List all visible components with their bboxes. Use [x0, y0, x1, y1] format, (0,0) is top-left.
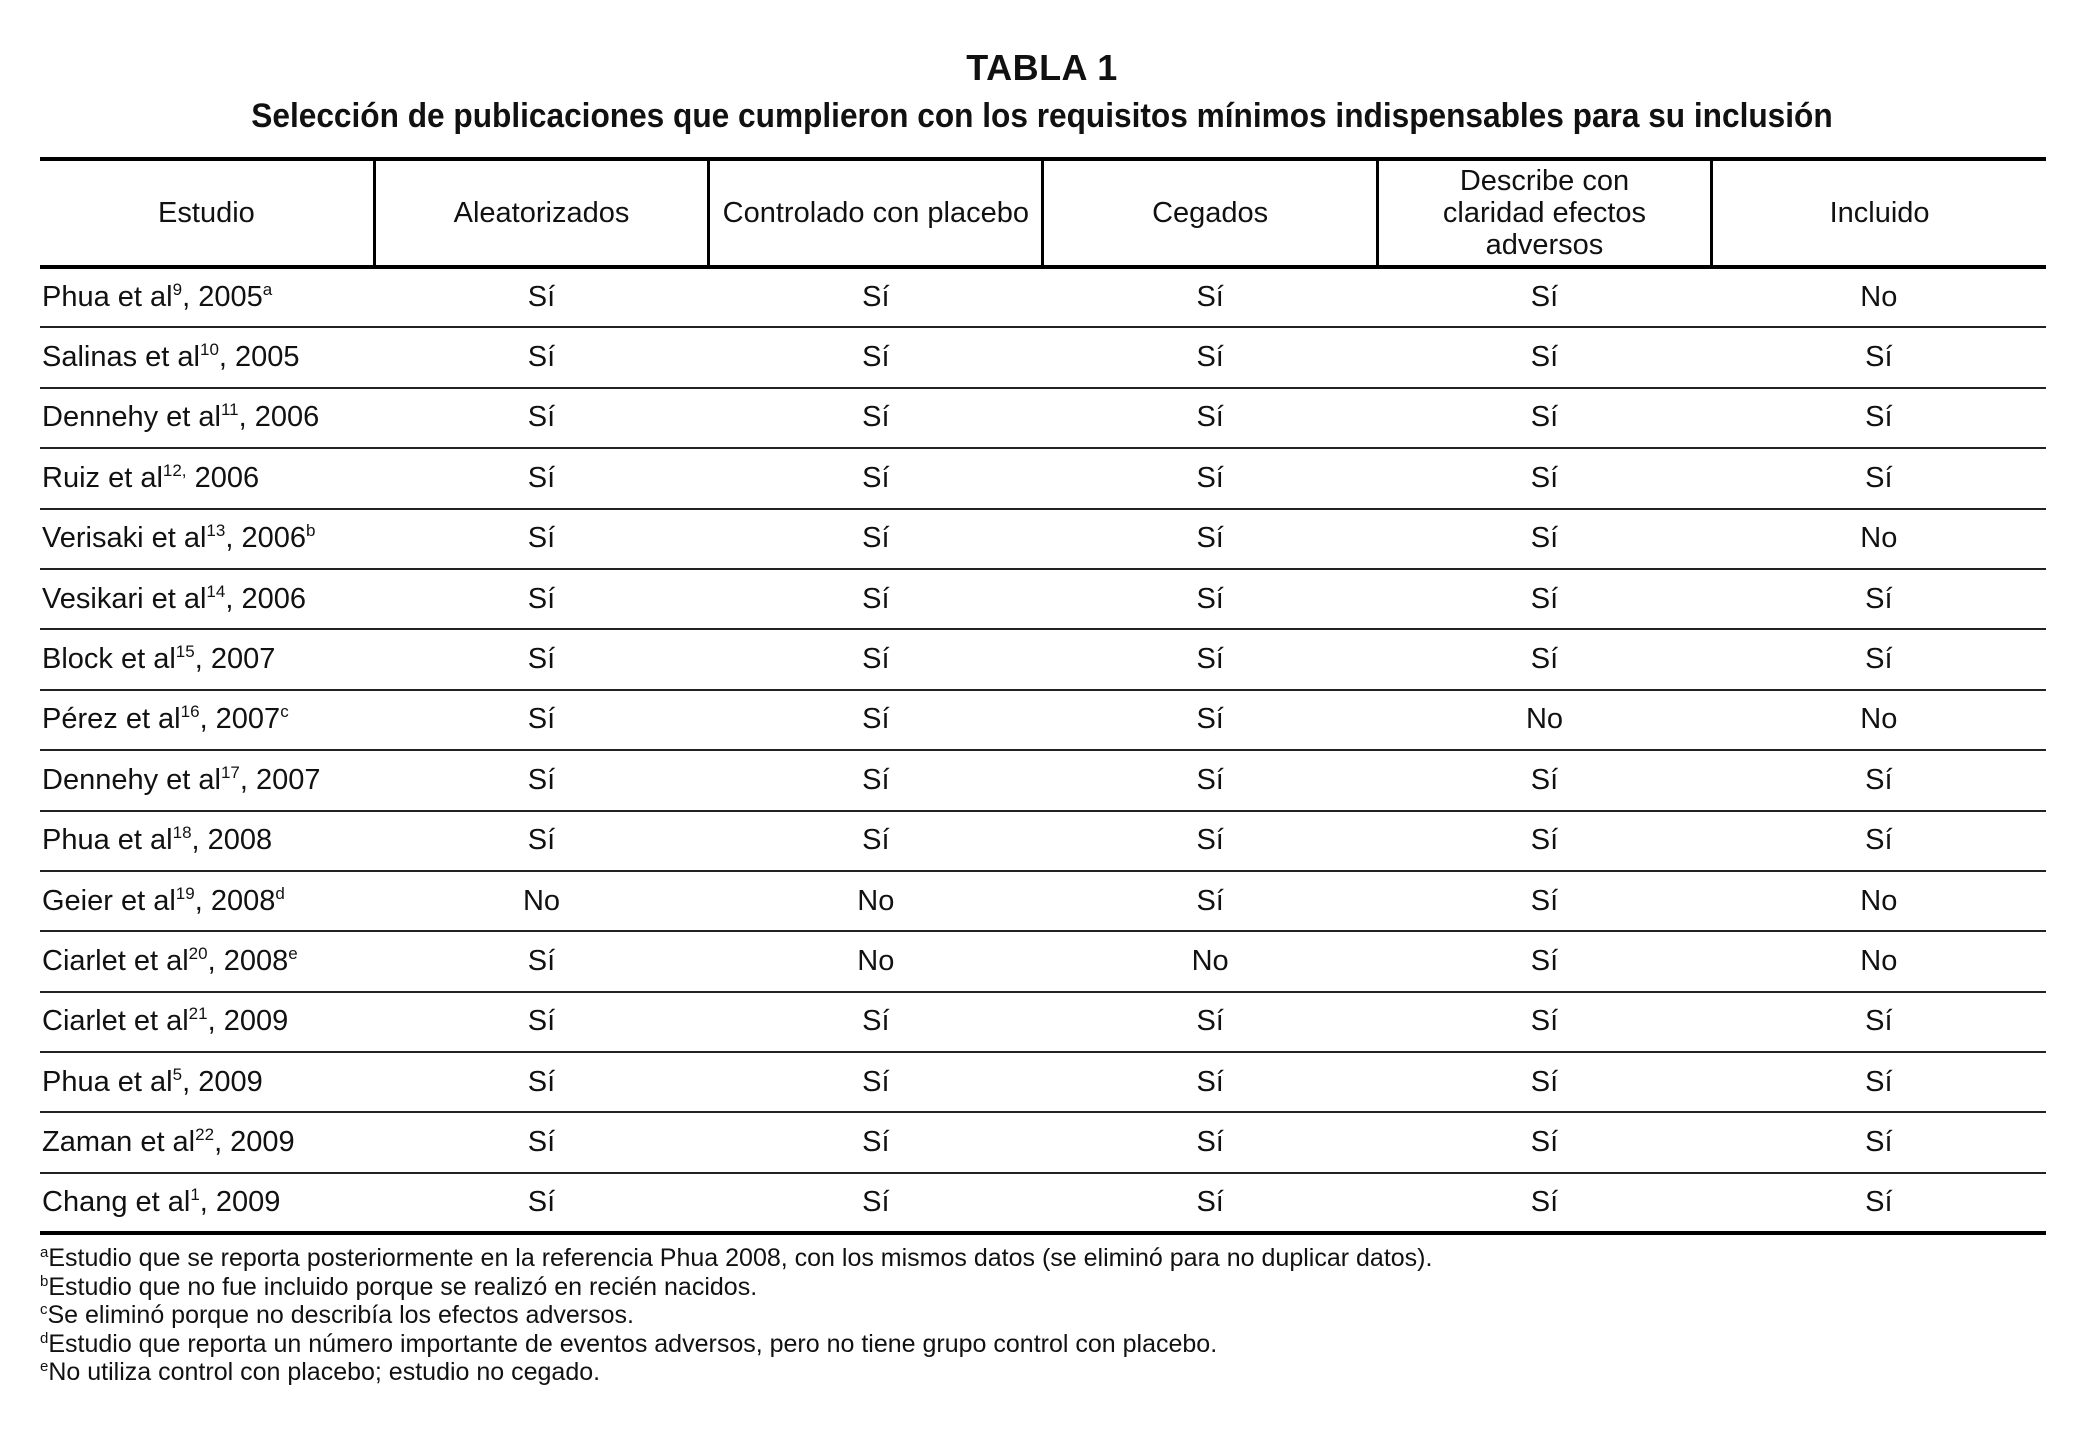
cell-incluido: Sí — [1712, 1052, 2046, 1112]
header-row — [40, 159, 2046, 267]
cell-incluido: No — [1712, 871, 2046, 931]
table-row — [40, 569, 2046, 629]
cell-aleatorizados: Sí — [374, 992, 708, 1052]
study-author: Ciarlet et al — [42, 944, 189, 977]
table-row — [40, 327, 2046, 387]
header-incluido: Incluido — [1712, 159, 2046, 267]
cell-describe: Sí — [1377, 569, 1711, 629]
cell-aleatorizados: Sí — [374, 1173, 708, 1233]
footnote-mark: c — [40, 1301, 48, 1318]
study-author: Verisaki et al — [42, 522, 207, 555]
cell-describe: Sí — [1377, 931, 1711, 991]
cell-describe: Sí — [1377, 750, 1711, 810]
study-year: , 2007 — [199, 703, 281, 736]
study-reference-number: 9 — [172, 280, 183, 300]
study-year: , 2007 — [194, 643, 276, 676]
study-author: Ciarlet et al — [42, 1005, 189, 1038]
study-year: , 2009 — [207, 1005, 289, 1038]
cell-describe: Sí — [1377, 811, 1711, 871]
cell-aleatorizados: Sí — [374, 509, 708, 569]
footnote-text: Se eliminó porque no describía los efectos adversos. — [47, 1301, 634, 1329]
footnote-item — [40, 1301, 2040, 1330]
study-cell — [40, 871, 374, 931]
cell-cegados: Sí — [1043, 388, 1377, 448]
study-cell — [40, 690, 374, 750]
cell-describe: Sí — [1377, 327, 1711, 387]
table-row — [40, 811, 2046, 871]
table-label: TABLA 1 — [966, 47, 1118, 88]
cell-aleatorizados: No — [374, 871, 708, 931]
cell-aleatorizados: Sí — [374, 750, 708, 810]
footnote-item — [40, 1330, 2040, 1359]
cell-aleatorizados: Sí — [374, 1052, 708, 1112]
study-year: , 2005 — [218, 341, 300, 374]
cell-placebo: Sí — [709, 690, 1043, 750]
study-reference-number: 12, — [162, 460, 187, 480]
study-author: Phua et al — [42, 824, 173, 857]
study-cell — [40, 388, 374, 448]
study-cell — [40, 1052, 374, 1112]
header-controlado-placebo: Controlado con placebo — [709, 159, 1043, 267]
cell-cegados: Sí — [1043, 327, 1377, 387]
cell-cegados: Sí — [1043, 509, 1377, 569]
study-reference-number: 13 — [206, 521, 226, 541]
study-year: , 2009 — [199, 1186, 281, 1219]
header-describe-efectos: Describe con claridad efectos adversos — [1377, 159, 1711, 267]
study-cell — [40, 327, 374, 387]
study-author: Vesikari et al — [42, 582, 207, 615]
study-reference-number: 1 — [190, 1185, 200, 1205]
footnotes — [40, 1244, 2040, 1387]
cell-placebo: Sí — [709, 750, 1043, 810]
cell-placebo: Sí — [709, 1052, 1043, 1112]
footnote-text: Estudio que se reporta posteriormente en la referencia Phua 2008, con los mismos datos (se eliminó para no duplicar datos). — [48, 1244, 1433, 1272]
study-footnote-mark: c — [280, 702, 289, 722]
footnote-item — [40, 1244, 2040, 1273]
cell-placebo: Sí — [709, 327, 1043, 387]
cell-aleatorizados: Sí — [374, 569, 708, 629]
footnote-text: Estudio que reporta un número importante de eventos adversos, pero no tiene grupo control con placebo. — [48, 1329, 1218, 1358]
study-cell — [40, 811, 374, 871]
study-year: , 2008 — [207, 944, 289, 977]
cell-cegados: Sí — [1043, 1173, 1377, 1233]
study-author: Dennehy et al — [42, 763, 221, 796]
header-estudio: Estudio — [40, 159, 374, 267]
cell-cegados: Sí — [1043, 1112, 1377, 1172]
cell-aleatorizados: Sí — [374, 690, 708, 750]
study-cell — [40, 750, 374, 810]
cell-describe: Sí — [1377, 992, 1711, 1052]
cell-describe: Sí — [1377, 1052, 1711, 1112]
table-row — [40, 267, 2046, 327]
cell-placebo: Sí — [709, 509, 1043, 569]
study-footnote-mark: b — [305, 521, 316, 541]
cell-incluido: No — [1712, 509, 2046, 569]
cell-incluido: Sí — [1712, 1173, 2046, 1233]
study-reference-number: 21 — [188, 1004, 208, 1024]
cell-incluido: Sí — [1712, 1112, 2046, 1172]
study-cell — [40, 931, 374, 991]
table-body — [40, 267, 2046, 1233]
cell-cegados: Sí — [1043, 448, 1377, 508]
cell-placebo: Sí — [709, 811, 1043, 871]
study-cell — [40, 992, 374, 1052]
study-cell — [40, 1112, 374, 1172]
footnote-text: Estudio que no fue incluido porque se realizó en recién nacidos. — [48, 1272, 758, 1301]
cell-aleatorizados: Sí — [374, 448, 708, 508]
cell-describe: Sí — [1377, 267, 1711, 327]
cell-cegados: Sí — [1043, 811, 1377, 871]
cell-incluido: No — [1712, 690, 2046, 750]
cell-placebo: Sí — [709, 1173, 1043, 1233]
table-row — [40, 448, 2046, 508]
footnote-mark: b — [40, 1272, 49, 1290]
study-year: , 2009 — [214, 1126, 295, 1159]
study-year: , 2006 — [225, 522, 306, 555]
cell-cegados: Sí — [1043, 690, 1377, 750]
cell-placebo: No — [709, 931, 1043, 991]
cell-cegados: Sí — [1043, 1052, 1377, 1112]
study-cell — [40, 569, 374, 629]
table-title-block — [40, 44, 2044, 140]
cell-placebo: Sí — [709, 629, 1043, 689]
cell-placebo: Sí — [709, 1112, 1043, 1172]
study-reference-number: 18 — [172, 823, 192, 843]
cell-aleatorizados: Sí — [374, 811, 708, 871]
cell-cegados: Sí — [1043, 569, 1377, 629]
study-year: , 2008 — [191, 824, 273, 857]
cell-aleatorizados: Sí — [374, 388, 708, 448]
study-reference-number: 15 — [175, 642, 195, 662]
cell-describe: No — [1377, 690, 1711, 750]
cell-incluido: No — [1712, 931, 2046, 991]
cell-aleatorizados: Sí — [374, 931, 708, 991]
cell-describe: Sí — [1377, 629, 1711, 689]
footnote-item — [40, 1358, 2040, 1387]
footnote-mark: d — [40, 1329, 49, 1347]
table-row — [40, 1052, 2046, 1112]
study-reference-number: 22 — [195, 1125, 215, 1145]
cell-describe: Sí — [1377, 871, 1711, 931]
study-cell — [40, 1173, 374, 1233]
study-reference-number: 19 — [175, 883, 195, 903]
cell-incluido: Sí — [1712, 629, 2046, 689]
table-row — [40, 750, 2046, 810]
cell-incluido: No — [1712, 267, 2046, 327]
cell-incluido: Sí — [1712, 388, 2046, 448]
cell-placebo: Sí — [709, 267, 1043, 327]
publications-table — [40, 157, 2046, 1235]
study-reference-number: 20 — [188, 943, 208, 963]
table-row — [40, 629, 2046, 689]
cell-aleatorizados: Sí — [374, 629, 708, 689]
study-year: , 2005 — [182, 281, 263, 314]
study-year: , 2006 — [225, 582, 306, 615]
study-reference-number: 17 — [220, 762, 240, 782]
cell-aleatorizados: Sí — [374, 267, 708, 327]
table-row — [40, 690, 2046, 750]
study-reference-number: 10 — [200, 340, 219, 360]
cell-cegados: Sí — [1043, 871, 1377, 931]
cell-incluido: Sí — [1712, 448, 2046, 508]
study-author: Geier et al — [42, 884, 176, 917]
study-cell — [40, 509, 374, 569]
study-year: , 2007 — [239, 763, 321, 796]
study-year: , 2006 — [238, 401, 320, 434]
cell-describe: Sí — [1377, 1112, 1711, 1172]
study-footnote-mark: e — [288, 943, 298, 963]
table-row — [40, 871, 2046, 931]
table-caption: Selección de publicaciones que cumplieron con los requisitos mínimos indispensables para su inclusión — [251, 97, 1833, 135]
study-year: 2006 — [186, 461, 260, 494]
cell-placebo: No — [709, 871, 1043, 931]
cell-incluido: Sí — [1712, 327, 2046, 387]
cell-incluido: Sí — [1712, 992, 2046, 1052]
cell-incluido: Sí — [1712, 811, 2046, 871]
cell-cegados: Sí — [1043, 267, 1377, 327]
study-year: , 2009 — [182, 1065, 263, 1098]
study-footnote-mark: d — [275, 883, 285, 903]
table-row — [40, 931, 2046, 991]
study-author: Salinas et al — [42, 341, 200, 374]
cell-describe: Sí — [1377, 509, 1711, 569]
study-cell — [40, 629, 374, 689]
cell-cegados: Sí — [1043, 750, 1377, 810]
cell-describe: Sí — [1377, 1173, 1711, 1233]
study-author: Pérez et al — [42, 703, 181, 736]
cell-placebo: Sí — [709, 569, 1043, 629]
study-author: Phua et al — [42, 1065, 173, 1098]
study-author: Dennehy et al — [42, 401, 221, 434]
study-author: Phua et al — [42, 281, 173, 314]
study-footnote-mark: a — [262, 280, 273, 300]
cell-describe: Sí — [1377, 388, 1711, 448]
table-row — [40, 1173, 2046, 1233]
cell-placebo: Sí — [709, 992, 1043, 1052]
study-author: Ruiz et al — [42, 461, 163, 494]
study-author: Block et al — [42, 643, 176, 676]
cell-cegados: Sí — [1043, 629, 1377, 689]
study-author: Chang et al — [42, 1186, 191, 1219]
study-cell — [40, 267, 374, 327]
cell-cegados: No — [1043, 931, 1377, 991]
table-row — [40, 992, 2046, 1052]
footnote-mark: e — [40, 1358, 49, 1375]
study-reference-number: 11 — [220, 400, 239, 420]
cell-aleatorizados: Sí — [374, 327, 708, 387]
cell-placebo: Sí — [709, 448, 1043, 508]
cell-incluido: Sí — [1712, 569, 2046, 629]
table-row — [40, 388, 2046, 448]
study-reference-number: 14 — [206, 581, 226, 601]
header-cegados: Cegados — [1043, 159, 1377, 267]
cell-describe: Sí — [1377, 448, 1711, 508]
cell-cegados: Sí — [1043, 992, 1377, 1052]
study-author: Zaman et al — [42, 1126, 196, 1159]
study-reference-number: 5 — [172, 1064, 183, 1084]
footnote-item — [40, 1273, 2040, 1302]
table-row — [40, 1112, 2046, 1172]
table-row — [40, 509, 2046, 569]
footnote-text: No utiliza control con placebo; estudio no cegado. — [48, 1358, 601, 1386]
cell-aleatorizados: Sí — [374, 1112, 708, 1172]
cell-incluido: Sí — [1712, 750, 2046, 810]
header-aleatorizados: Aleatorizados — [374, 159, 708, 267]
footnote-mark: a — [40, 1244, 49, 1261]
cell-placebo: Sí — [709, 388, 1043, 448]
study-reference-number: 16 — [180, 702, 200, 722]
study-year: , 2008 — [194, 884, 276, 917]
study-cell — [40, 448, 374, 508]
